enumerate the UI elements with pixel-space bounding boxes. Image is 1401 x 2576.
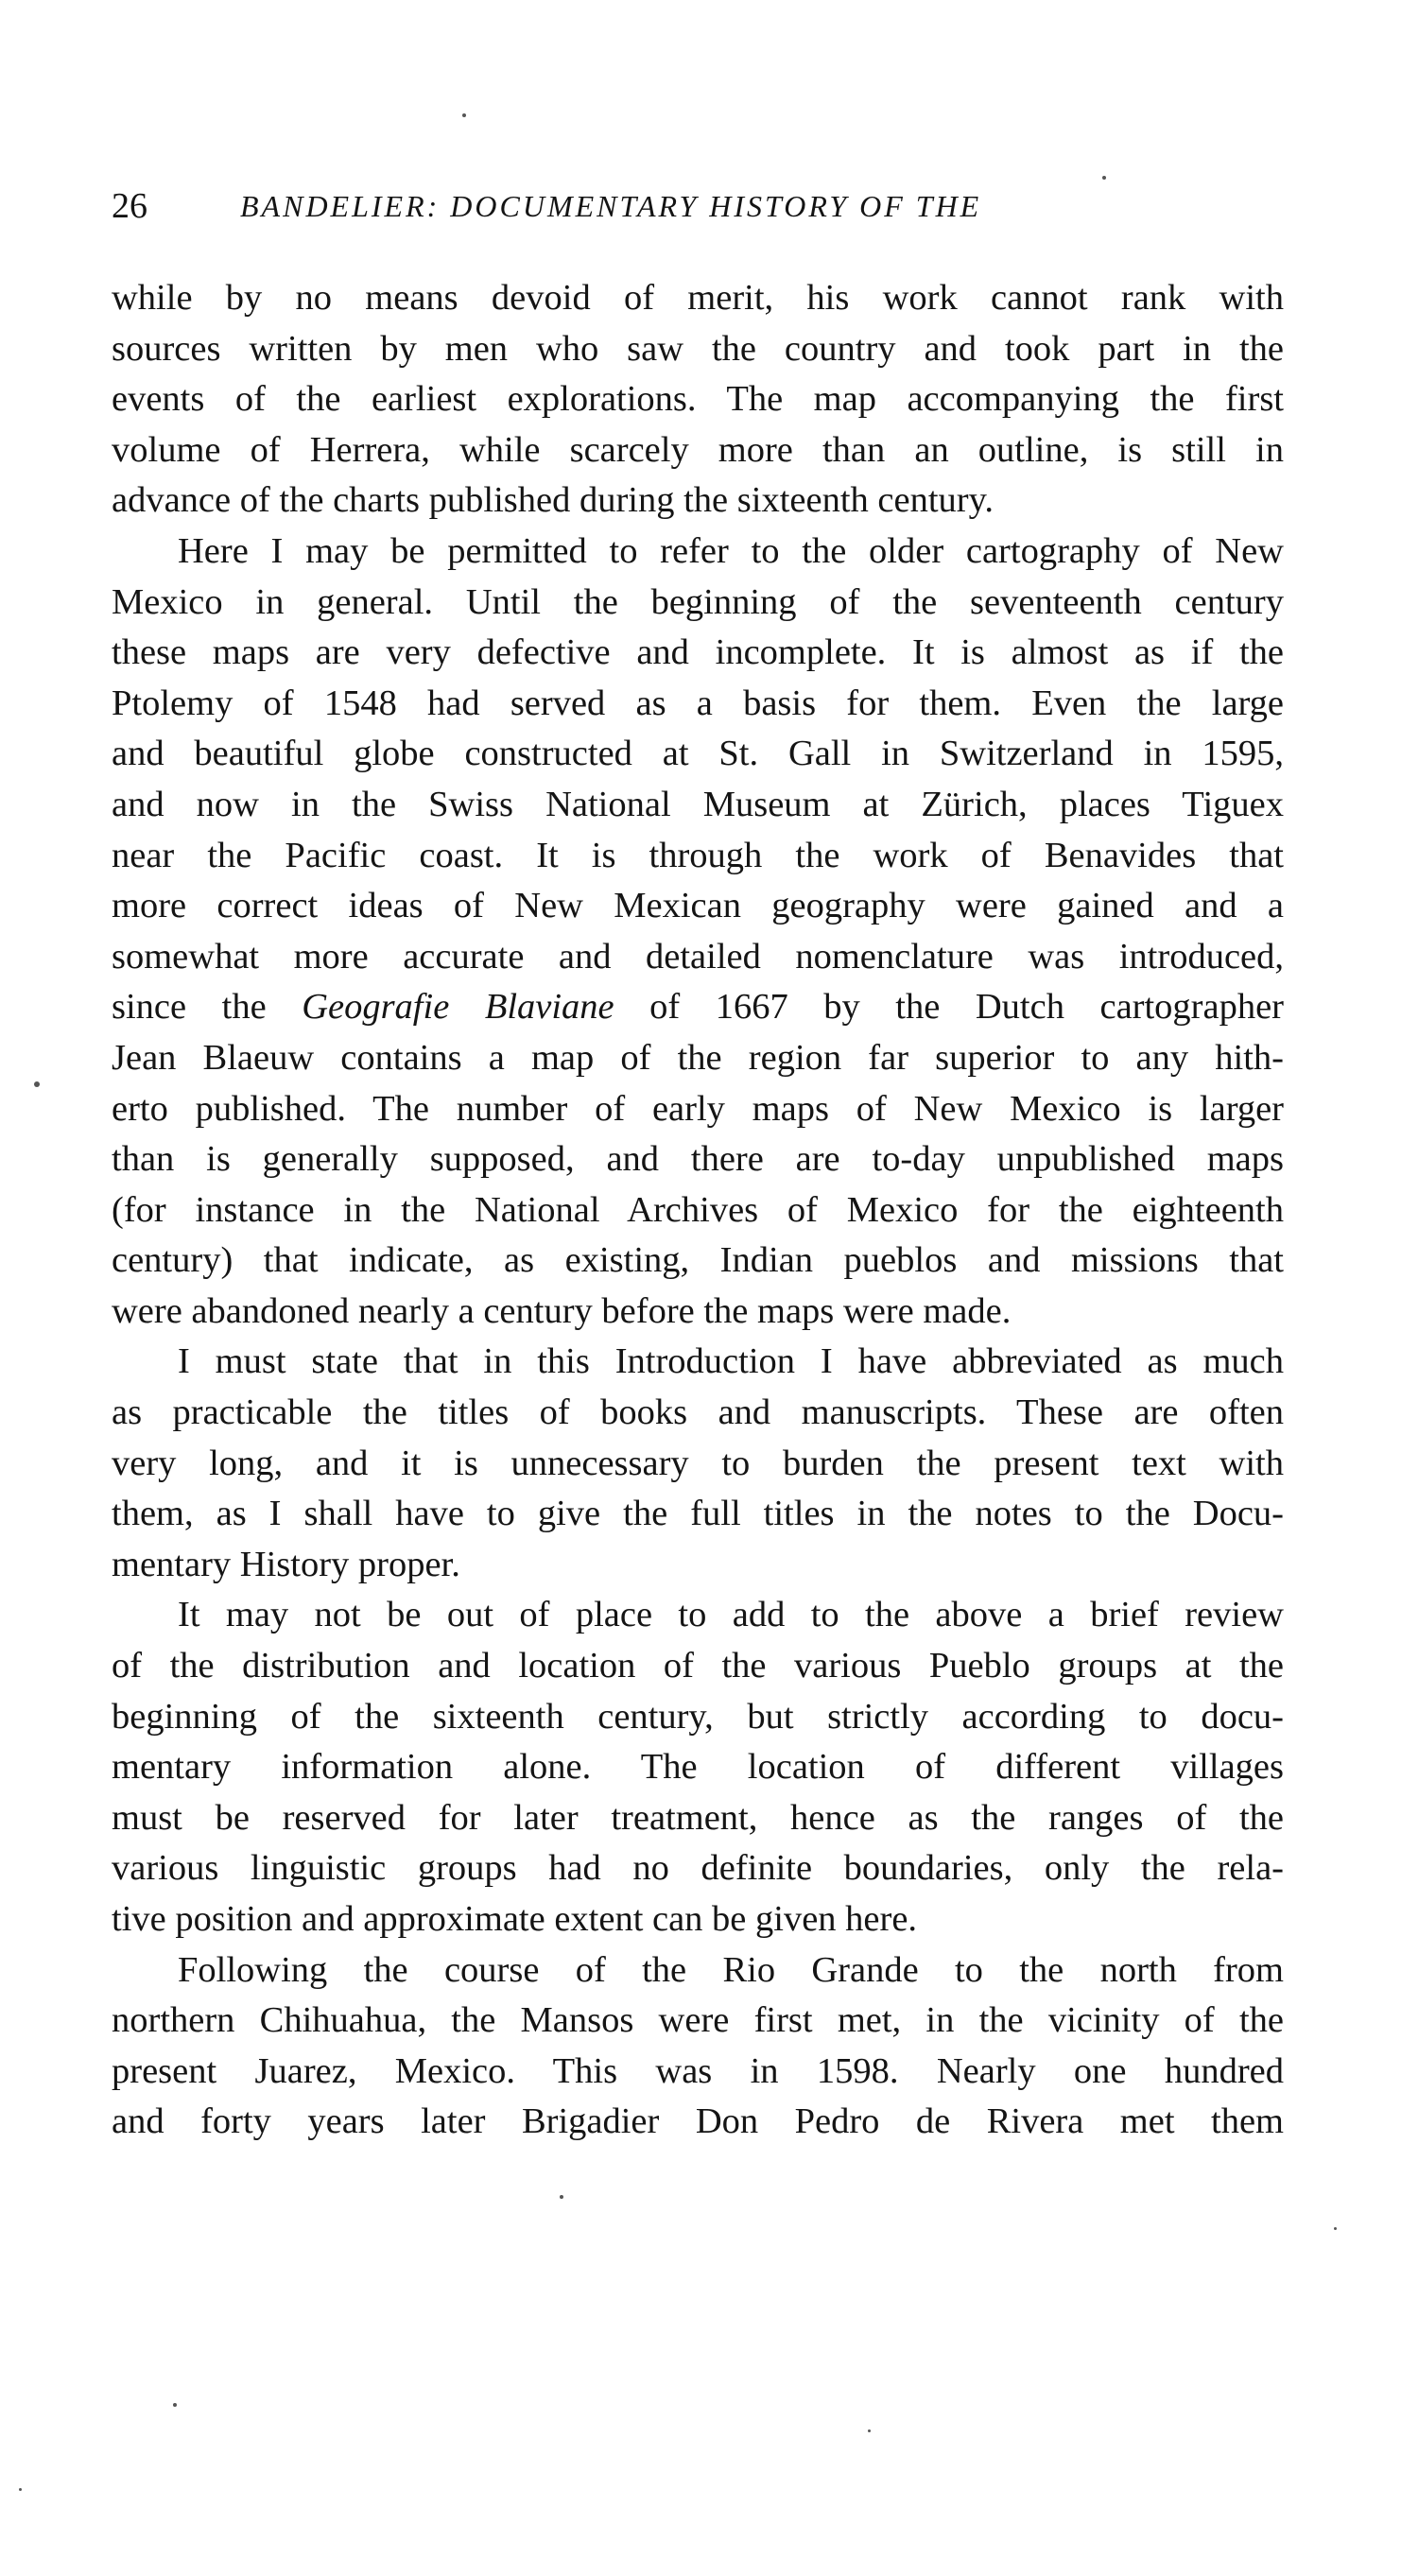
text-line: and beautiful globe constructed at St. Gall in Switzerland in 1595, [112, 734, 1284, 774]
text-line: beginning of the sixteenth century, but strictly according to docu- [112, 1696, 1284, 1737]
text-line: Jean Blaeuw contains a map of the region far superior to any hith- [112, 1037, 1284, 1078]
paragraph-2 [112, 527, 1284, 1338]
text-line: mentary information alone. The location of different villages [112, 1747, 1284, 1788]
body-text [112, 273, 1284, 2148]
scan-speck [560, 2195, 563, 2199]
scan-speck [34, 1081, 40, 1087]
text-line: I must state that in this Introduction I have abbreviated as much [178, 1341, 1284, 1382]
running-head [112, 185, 1305, 227]
text-line: of the distribution and location of the various Pueblo groups at the [112, 1646, 1284, 1686]
text-line: mentary History proper. [112, 1544, 460, 1584]
text-line: northern Chihuahua, the Mansos were first met, in the vicinity of the [112, 2000, 1284, 2041]
text-line: tive position and approximate extent can be given here. [112, 1899, 918, 1939]
text-line: somewhat more accurate and detailed nomenclature was introduced, [112, 936, 1284, 977]
scan-speck [1334, 2227, 1337, 2230]
paragraph-1 [112, 273, 1284, 527]
paragraph-4 [112, 1590, 1284, 1945]
text-line: while by no means devoid of merit, his work cannot rank with [112, 278, 1284, 318]
text-line: present Juarez, Mexico. This was in 1598. Nearly one hundred [112, 2050, 1284, 2091]
book-title-italic: Geografie Blaviane [302, 987, 614, 1028]
text-line: as practicable the titles of books and manuscripts. These are often [112, 1392, 1284, 1433]
text-line: Here I may be permitted to refer to the older cartography of New [178, 530, 1284, 571]
text-line: century) that indicate, as existing, Indian pueblos and missions that [112, 1240, 1284, 1281]
page-number: 26 [112, 186, 147, 226]
text-line: these maps are very defective and incomplete. It is almost as if the [112, 632, 1284, 673]
paragraph-5 [112, 1945, 1284, 2148]
text-line: Following the course of the Rio Grande to the north from [178, 1949, 1284, 1990]
text-line: were abandoned nearly a century before the maps were made. [112, 1290, 1012, 1331]
scan-speck [1102, 176, 1106, 180]
text-line: more correct ideas of New Mexican geography were gained and a [112, 886, 1284, 926]
text-line: than is generally supposed, and there are to-day unpublished maps [112, 1139, 1284, 1180]
running-title: BANDELIER: DOCUMENTARY HISTORY OF THE [240, 189, 982, 223]
text-line: It may not be out of place to add to the above a brief review [178, 1595, 1284, 1635]
text-line: near the Pacific coast. It is through the work of Benavides that [112, 835, 1284, 875]
text-line: volume of Herrera, while scarcely more than an outline, is still in [112, 429, 1284, 470]
scan-speck [462, 113, 466, 117]
text-line: sources written by men who saw the country and took part in the [112, 328, 1284, 369]
text-line: since the Geografie Blaviane of 1667 by the Dutch cartographer [112, 987, 1284, 1028]
paragraph-3 [112, 1337, 1284, 1590]
text-line: various linguistic groups had no definite boundaries, only the rela- [112, 1848, 1284, 1889]
text-line: Mexico in general. Until the beginning of the seventeenth century [112, 581, 1284, 622]
scan-speck [19, 2488, 22, 2491]
text-line: advance of the charts published during the sixteenth century. [112, 480, 994, 521]
text-line: Ptolemy of 1548 had served as a basis for them. Even the large [112, 683, 1284, 723]
text-line: very long, and it is unnecessary to burden the present text with [112, 1443, 1284, 1483]
scan-speck [173, 2403, 177, 2407]
text-line: events of the earliest explorations. The map accompanying the first [112, 379, 1284, 420]
text-line: them, as I shall have to give the full titles in the notes to the Docu- [112, 1494, 1284, 1534]
text-line: erto published. The number of early maps of New Mexico is larger [112, 1088, 1284, 1129]
text-line: must be reserved for later treatment, hence as the ranges of the [112, 1797, 1284, 1838]
text-line: (for instance in the National Archives of Mexico for the eighteenth [112, 1189, 1284, 1230]
text-line: and now in the Swiss National Museum at Zürich, places Tiguex [112, 784, 1284, 824]
scan-speck [868, 2429, 871, 2432]
text-line: and forty years later Brigadier Don Pedro de Rivera met them [112, 2101, 1284, 2142]
